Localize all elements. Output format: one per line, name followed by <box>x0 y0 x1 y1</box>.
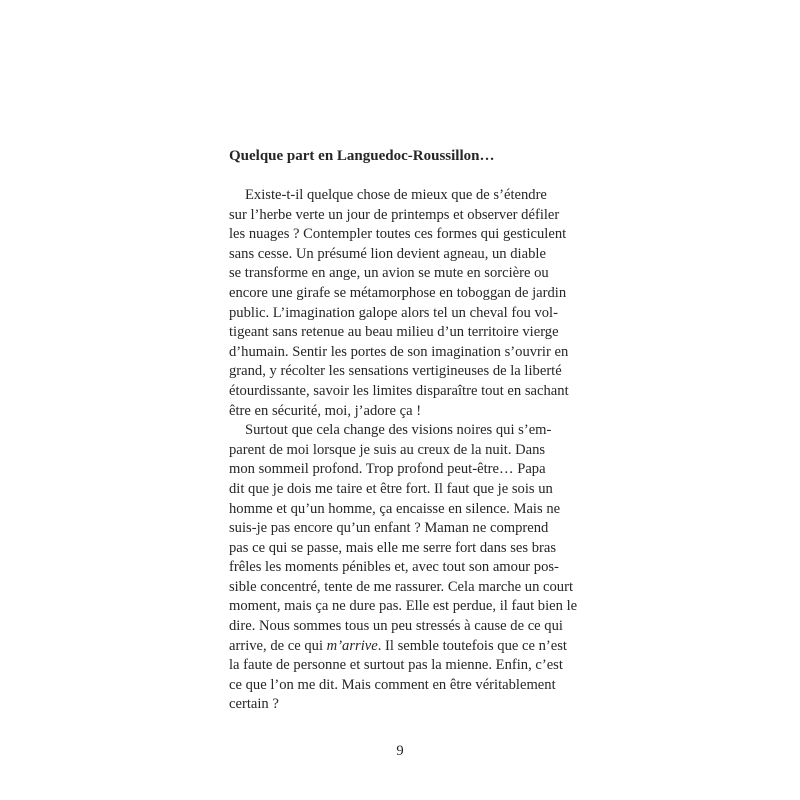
paragraph-2 <box>229 421 578 715</box>
text-line: frêles les moments pénibles et, avec tout son amour pos- <box>229 559 559 576</box>
text-line: Surtout que cela change des visions noires qui s’em- <box>245 422 552 439</box>
text-line: se transforme en ange, un avion se mute en sorcière ou <box>229 265 549 282</box>
text-line: public. L’imagination galope alors tel un cheval fou vol- <box>229 304 558 321</box>
text-line: grand, y récolter les sensations vertigineuses de la liberté <box>229 363 562 380</box>
text-line: sur l’herbe verte un jour de printemps et observer défiler <box>229 206 560 223</box>
text-line: parent de moi lorsque je suis au creux de la nuit. Dans <box>229 441 546 458</box>
text-line: mon sommeil profond. Trop profond peut-être… Papa <box>229 461 546 478</box>
text-line: étourdissante, savoir les limites disparaître tout en sachant <box>229 382 569 399</box>
text-line: suis-je pas encore qu’un enfant ? Maman ne comprend <box>229 520 549 537</box>
chapter-heading: Quelque part en Languedoc-Roussillon… <box>229 148 495 164</box>
text-line: sible concentré, tente de me rassurer. Cela marche un court <box>229 578 574 595</box>
text-line: ce que l’on me dit. Mais comment en être véritablement <box>229 676 556 693</box>
text-page <box>229 147 578 715</box>
text-line: les nuages ? Contempler toutes ces formes qui gesticulent <box>229 226 567 243</box>
text-line: la faute de personne et surtout pas la mienne. Enfin, c’est <box>229 657 563 674</box>
paragraph-1 <box>229 186 569 421</box>
text-line: certain ? <box>229 696 279 713</box>
text-line <box>229 637 567 657</box>
text-line: d’humain. Sentir les portes de son imagination s’ouvrir en <box>229 343 569 360</box>
text-line: moment, mais ça ne dure pas. Elle est perdue, il faut bien le <box>229 598 578 615</box>
text-line: encore une girafe se métamorphose en toboggan de jardin <box>229 284 567 301</box>
text-line: être en sécurité, moi, j’adore ça ! <box>229 402 422 419</box>
text-line: dit que je dois me taire et être fort. Il faut que je sois un <box>229 480 553 497</box>
page-number: 9 <box>396 743 404 759</box>
text-line: tigeant sans retenue au beau milieu d’un territoire vierge <box>229 324 559 341</box>
text-line: dire. Nous sommes tous un peu stressés à cause de ce qui <box>229 618 563 635</box>
text-fragment: arrive, de ce qui <box>229 637 327 654</box>
text-line: pas ce qui se passe, mais elle me serre fort dans ses bras <box>229 539 557 556</box>
emphasis-text: m’arrive <box>326 637 378 654</box>
text-line: Existe-t-il quelque chose de mieux que de s’étendre <box>245 187 547 203</box>
text-line: sans cesse. Un présumé lion devient agneau, un diable <box>229 245 546 262</box>
text-fragment: . Il semble toutefois que ce n’est <box>377 637 567 654</box>
text-line: homme et qu’un homme, ça encaisse en silence. Mais ne <box>229 500 561 517</box>
